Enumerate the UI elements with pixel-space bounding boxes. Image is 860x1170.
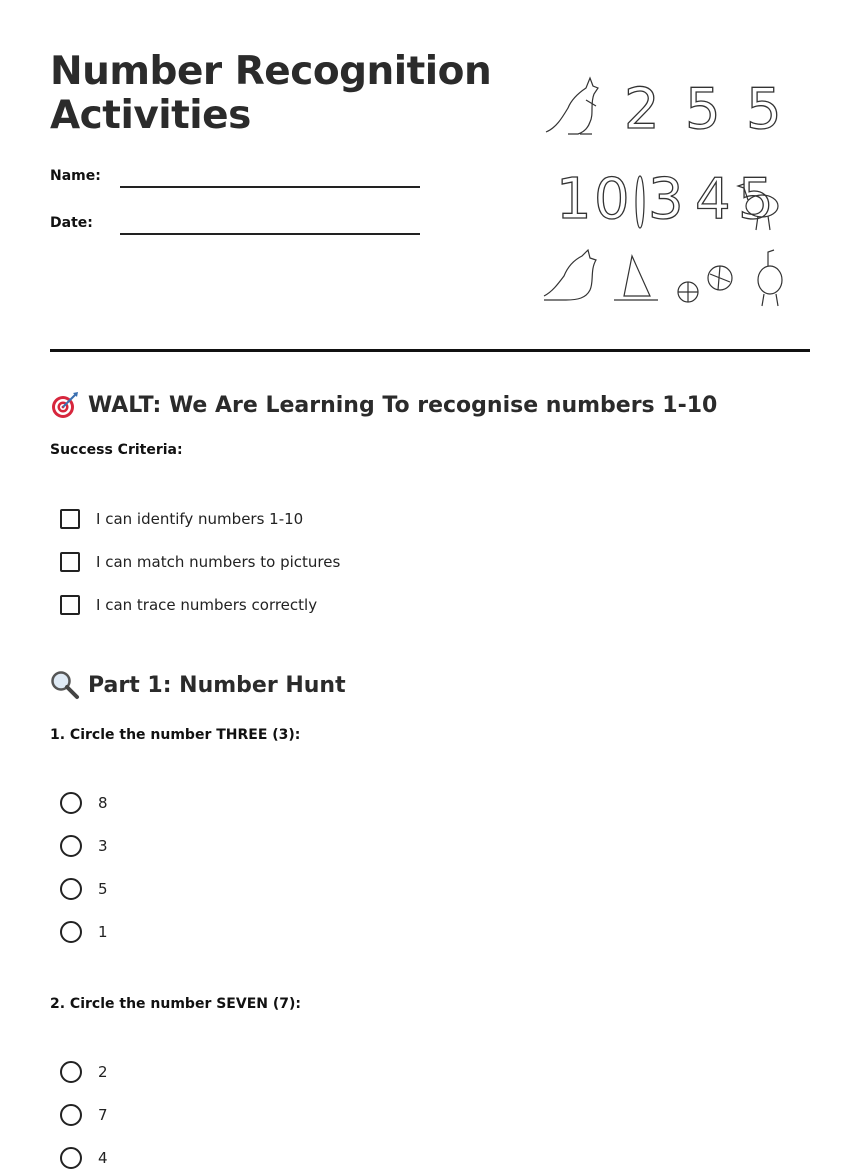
q2-option-label: 2 — [98, 1063, 108, 1081]
q2-option-label: 7 — [98, 1106, 108, 1124]
magnifier-icon — [50, 670, 80, 700]
page-title: Number Recognition Activities — [50, 49, 492, 138]
question-2-prompt: 2. Circle the number SEVEN (7): — [50, 996, 301, 1012]
q1-option-label: 8 — [98, 794, 108, 812]
ball-icon-2 — [708, 266, 732, 290]
question-1-prompt: 1. Circle the number THREE (3): — [50, 727, 301, 743]
name-field[interactable] — [50, 168, 420, 194]
name-line[interactable] — [120, 186, 420, 188]
q1-radio[interactable] — [60, 835, 82, 857]
part1-heading — [50, 670, 346, 700]
criteria-checkbox[interactable] — [60, 509, 80, 529]
clipart-digit: 4 — [695, 167, 731, 232]
criteria-checkbox[interactable] — [60, 595, 80, 615]
clipart-digit: 1 — [556, 167, 592, 232]
criteria-item[interactable] — [60, 507, 560, 531]
number-clipart — [540, 70, 790, 310]
q1-radio[interactable] — [60, 792, 82, 814]
kangaroo-icon — [546, 78, 598, 134]
yacht-icon — [614, 256, 658, 300]
criteria-label: I can trace numbers correctly — [96, 596, 318, 614]
criteria-item[interactable] — [60, 550, 560, 574]
q1-radio[interactable] — [60, 921, 82, 943]
surfboard-icon — [636, 176, 644, 228]
part1-heading-text: Part 1: Number Hunt — [88, 672, 346, 698]
q1-option[interactable] — [60, 834, 560, 858]
header-divider — [50, 349, 810, 352]
q1-radio[interactable] — [60, 878, 82, 900]
target-icon — [50, 390, 80, 420]
clipart-digit: 2 — [624, 77, 660, 142]
q2-radio[interactable] — [60, 1104, 82, 1126]
date-field[interactable] — [50, 215, 420, 241]
q1-option[interactable] — [60, 920, 560, 944]
q2-radio[interactable] — [60, 1147, 82, 1169]
q1-option-label: 1 — [98, 923, 108, 941]
criteria-label: I can match numbers to pictures — [96, 553, 341, 571]
q1-option-label: 5 — [98, 880, 108, 898]
criteria-checkbox[interactable] — [60, 552, 80, 572]
clipart-digit: 5 — [685, 77, 721, 142]
clipart-digit: 0 — [594, 167, 630, 232]
q2-option[interactable] — [60, 1103, 560, 1127]
q2-option[interactable] — [60, 1060, 560, 1084]
name-label: Name: — [50, 168, 101, 184]
q2-option-label: 4 — [98, 1149, 108, 1167]
q1-option-label: 3 — [98, 837, 108, 855]
walt-heading-text: WALT: We Are Learning To recognise numbers 1-10 — [88, 392, 718, 418]
q2-radio[interactable] — [60, 1061, 82, 1083]
ball-icon — [678, 282, 698, 302]
walt-heading — [50, 390, 717, 420]
date-line[interactable] — [120, 233, 420, 235]
criteria-label: I can identify numbers 1-10 — [96, 510, 304, 528]
criteria-item[interactable] — [60, 593, 560, 617]
kangaroo-sitting-icon — [544, 250, 596, 300]
date-label: Date: — [50, 215, 93, 231]
q2-option[interactable] — [60, 1146, 560, 1170]
clipart-digit: 5 — [746, 77, 782, 142]
q1-option[interactable] — [60, 791, 560, 815]
q1-option[interactable] — [60, 877, 560, 901]
clipart-digit: 5 — [738, 167, 774, 232]
emu-icon-2 — [758, 250, 782, 306]
clipart-digit: 3 — [648, 167, 684, 232]
success-criteria-label: Success Criteria: — [50, 442, 183, 458]
